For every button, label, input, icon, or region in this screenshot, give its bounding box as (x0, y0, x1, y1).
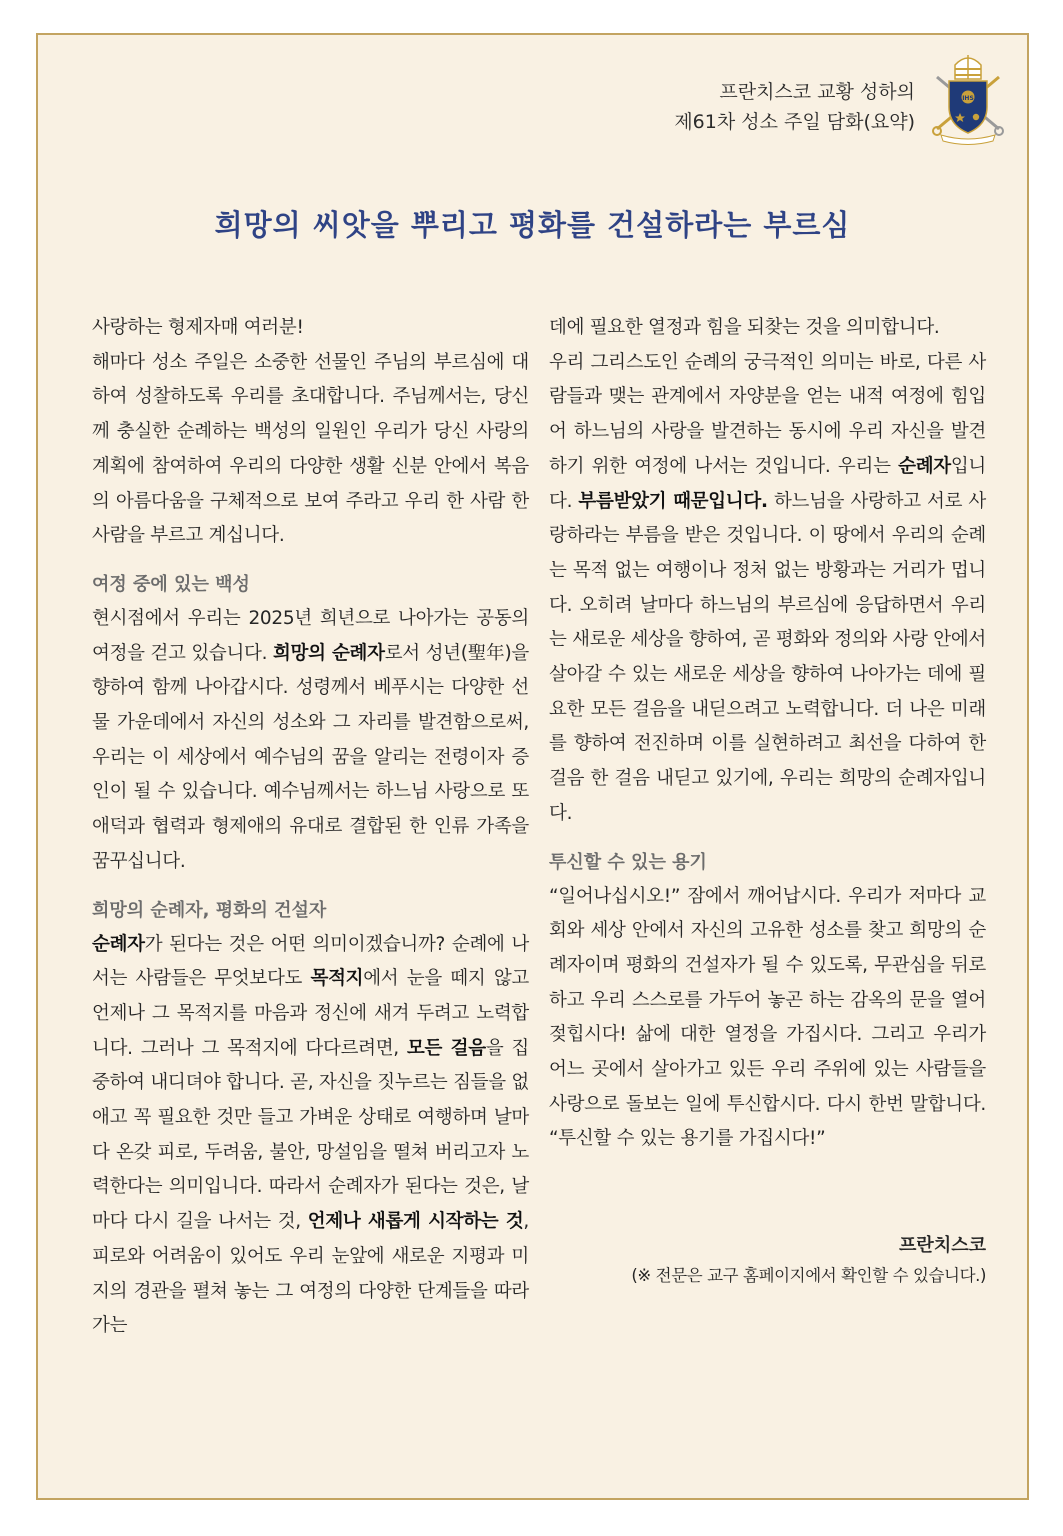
left-column (92, 311, 529, 1344)
subheading-people-on-journey: 여정 중에 있는 백성 (92, 573, 250, 595)
subheading-pilgrims-peace-builders: 희망의 순례자, 평화의 건설자 (92, 899, 327, 921)
header-line-2: 제61차 성소 주일 담화(요약) (674, 111, 915, 133)
signature: 프란치스코 (899, 1235, 986, 1257)
paragraph-jubilee: 현시점에서 우리는 2025년 희년으로 나아가는 공동의 여정을 걷고 있습니다. 희망의 순례자로서 성년(聖年)을 향하여 함께 나아갑시다. 성령께서 베푸시는 다양한 선물 가운데에서 자신의 성소와 그 자리를 발견함으로써, 우리는 이 세상에서 예수님의 꿈을 알리는 전령이자 증인이 될 수 있습니다. 예수님께서는 하느님 사랑으로 또 애덕과 협력과 형제애의 유대로 결합된 한 인류 가족을 꿈꾸십니다. (92, 607, 529, 872)
emphasis-because-called: 부름받았기 때문입니다. (578, 490, 768, 512)
footnote: (※ 전문은 교구 홈페이지에서 확인할 수 있습니다.) (631, 1266, 986, 1286)
paragraph-courage: “일어나십시오!” 잠에서 깨어납시다. 우리가 저마다 교회와 세상 안에서 자신의 고유한 성소를 찾고 희망의 순례자이며 평화의 건설자가 될 수 있도록, 무관심을 뒤로하고 우리 스스로를 가두어 놓곤 하는 감옥의 문을 열어젖힙시다! 삶에 대한 열정을 가집시다. 그리고 우리가 어느 곳에서 살아가고 있든 우리 주위에 있는 사람들을 사랑으로 돌보는 일에 투신합시다. 다시 한번 말합니다. “투신할 수 있는 용기를 가집시다!” (549, 885, 986, 1150)
papal-coat-of-arms-icon (931, 49, 1005, 145)
right-column (549, 311, 986, 1291)
emphasis-destination: 목적지 (310, 968, 364, 990)
emphasis-pilgrims-of-hope: 희망의 순례자 (272, 642, 385, 664)
svg-text:IHS: IHS (962, 95, 974, 102)
greeting: 사랑하는 형제자매 여러분! (92, 317, 304, 338)
paragraph-pilgrim-meaning: 순례자가 된다는 것은 어떤 의미이겠습니까? 순례에 나서는 사람들은 무엇보다도 목적지에서 눈을 떼지 않고 언제나 그 목적지를 마음과 정신에 새겨 두려고 노력합니다. 그러나 그 목적지에 다다르려면, 모든 걸음을 집중하여 내디뎌야 합니다. 곧, 자신을 짓누르는 짐들을 없애고 꼭 필요한 것만 들고 가벼운 상태로 여행하며 날마다 온갖 피로, 두려움, 불안, 망설임을 떨쳐 버리고자 노력한다는 의미입니다. 따라서 순례자가 된다는 것은, 날마다 다시 길을 나서는 것, 언제나 새롭게 시작하는 것, 피로와 어려움이 있어도 우리 눈앞에 새로운 지평과 미지의 경관을 펼쳐 놓는 그 여정의 다양한 단계들을 따라가는 (92, 933, 529, 1337)
subheading-courage: 투신할 수 있는 용기 (549, 851, 707, 873)
emphasis-pilgrim: 순례자 (92, 933, 145, 955)
header (674, 77, 915, 137)
emphasis-always-new-start: 언제나 새롭게 시작하는 것 (307, 1211, 524, 1233)
document-page (36, 33, 1029, 1500)
paragraph-continuation: 데에 필요한 열정과 힘을 되찾는 것을 의미합니다. (549, 317, 940, 338)
document-title: 희망의 씨앗을 뿌리고 평화를 건설하라는 부르심 (214, 208, 851, 242)
header-line-1: 프란치스코 교황 성하의 (719, 81, 915, 103)
emphasis-every-step: 모든 걸음 (406, 1037, 486, 1059)
paragraph-christian-pilgrimage: 우리 그리스도인 순례의 궁극적인 의미는 바로, 다른 사람들과 맺는 관계에서 자양분을 얻는 내적 여정에 힘입어 하느님의 사랑을 발견하는 동시에 우리 자신을 발견하기 위한 여정에 나서는 것입니다. 우리는 순례자입니다. 부름받았기 때문입니다. 하느님을 사랑하고 서로 사랑하라는 부름을 받은 것입니다. 이 땅에서 우리의 순례는 목적 없는 여행이나 정처 없는 방황과는 거리가 멉니다. 오히려 날마다 하느님의 부르심에 응답하면서 우리는 새로운 세상을 향하여, 곧 평화와 정의와 사랑 안에서 살아갈 수 있는 새로운 세상을 향하여 나아가는 데에 필요한 모든 걸음을 내딛으려고 노력합니다. 더 나은 미래를 향하여 전진하며 이를 실현하려고 최선을 다하여 한 걸음 한 걸음 내딛고 있기에, 우리는 희망의 순례자입니다. (549, 351, 987, 824)
paragraph-vocation: 해마다 성소 주일은 소중한 선물인 주님의 부르심에 대하여 성찰하도록 우리를 초대합니다. 주님께서는, 당신께 충실한 순례하는 백성의 일원인 우리가 당신 사랑의 계획에 참여하여 우리의 다양한 생활 신분 안에서 복음의 아름다움을 구체적으로 보여 주라고 우리 한 사람 한 사람을 부르고 계십니다. (92, 351, 529, 547)
emphasis-pilgrims: 순례자 (898, 455, 951, 477)
